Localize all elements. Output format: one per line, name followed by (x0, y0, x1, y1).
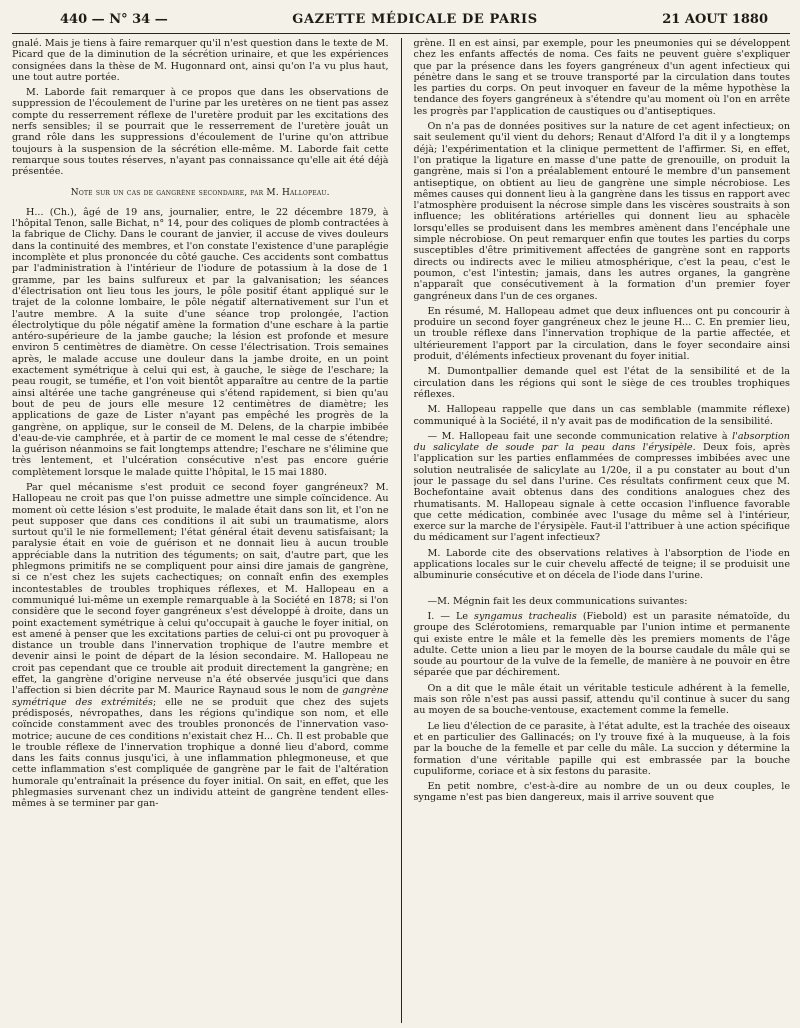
paragraph (414, 611, 791, 679)
paragraph: gnalé. Mais je tiens à faire remarquer qu'il n'est question dans le texte de M. Picard que de la diminution de la sécrétion urinaire, et que les expériences consignées dans la thèse de M. Hugonnard ont, ainsi qu'on l'a vu plus haut, une tout autre portée. (12, 38, 389, 83)
issue-date: 21 AOUT 1880 (662, 12, 768, 27)
paragraph: En résumé, M. Hallopeau admet que deux influences ont pu concourir à produire un second foyer gangréneux chez le jeune H... C. En premier lieu, un trouble réflexe dans l'innervation trophique de la partie affectée, et ultérieurement l'apport par la circulation, dans le foyer secondaire ainsi produit, d'éléments infectieux provenant du foyer initial. (413, 305, 790, 363)
paragraph: M. Laborde fait remarquer à ce propos que dans les observations de suppression de l'écoulement de l'urine par les uretères on ne tient pas assez compte du resserrement réflexe de l'uretère produit par les excitations des nerfs sensibles; il se pourrait que le resserrement de l'uretère jouât un grand rôle dans les suppressions d'écoulement de l'urine qu'on attribue toujours à la suspension de la sécrétion elle-même. M. Laborde fait cette remarque sous toutes réserves, n'ayant pas connaissance qu'elle ait été déjà présentée. (12, 87, 389, 178)
journal-title: GAZETTE MÉDICALE DE PARIS (292, 12, 538, 27)
page-number: 440 — N° 34 — (60, 12, 168, 27)
paragraph: M. Hallopeau rappelle que dans un cas semblable (mammite réflexe) communiqué à la Société, il n'y avait pas de modification de la sensibilité. (413, 404, 790, 427)
paragraph: H... (Ch.), âgé de 19 ans, journalier, entre, le 22 décembre 1879, à l'hôpital Tenon, salle Bichat, n° 14, pour des coliques de plomb contractées à la fabrique de Clichy. Dans le courant de janvier, il accuse de vives douleurs dans la continuité des membres, et l'on constate l'existence d'une paraplégie incomplète et plus prononcée du côté gauche. Ces accidents sont combattus par l'administration à l'intérieur de l'iodure de potassium à la dose de 1 gramme, par les bains sulfureux et par la galvanisation; les séances d'électrisation ont lieu tous les jours, le pôle positif étant appliqué sur le trajet de la colonne lombaire, le pôle négatif alternativement sur l'un et l'autre membre. A la suite d'une séance trop prolongée, l'action électrolytique du pôle négatif amène la formation d'une eschare à la partie antéro-supérieure de la jambe gauche; la lésion est profonde et mesure environ 5 centimètres de diamètre. On cesse l'électrisation. Trois semaines après, le malade accuse une douleur dans la jambe droite, en un point exactement symétrique à celui qui est, à gauche, le siège de l'eschare; la peau rougit, se tuméfie, et l'on voit bientôt apparaître au centre de la partie ainsi altérée une tache gangréneuse qui s'étend rapidement, si bien qu'au bout de peu de jours elle mesure 12 centimètres de diamètre; les applications de gaze de Lister n'ayant pas empêché les progrès de la gangrène, on applique, sur le conseil de M. Delens, de la charpie imbibée d'eau-de-vie camphrée, et à partir de ce moment le mal cesse de s'étendre; la guérison néanmoins se fait longtemps attendre; l'eschare ne s'élimine que très lentement, et l'ulcération consécutive n'est pas encore guérie complètement lorsque le malade quitte l'hôpital, le 15 mai 1880. (12, 206, 389, 478)
text-run: Par quel mécanisme s'est produit ce second foyer gangréneux? M. Hallopeau ne croit pas que l'on puisse admettre une simple coïncidence. Au moment où cette lésion s'est produite, le malade était dans son lit, et l'on ne peut supposer que dans ces conditions il ait subi un traumatisme, alors surtout qu'il le nie formellement; l'état général était devenu satisfaisant; la paralysie était en voie de guérison et ne donnait lieu à aucun trouble appréciable dans la nutrition des téguments; on sait, d'autre part, que les phlegmons primitifs ne se compliquent pour ainsi dire jamais de gangrène, si ce n'est chez les sujets cachectiques; on connaît enfin des exemples incontestables de troubles trophiques réflexes, et M. Hallopeau en a communiqué lui-même un exemple remarquable à la Société en 1878; si l'on considère que le second foyer gangréneux s'est développé à droite, dans un point exactement symétrique à celui qu'occupait à gauche le foyer initial, on est amené à penser que les excitations parties de celui-ci ont pu provoquer à distance un trouble dans l'innervation trophique de l'autre membre et devenir ainsi le point de départ de la lésion secondaire. M. Hallopeau ne croit pas cependant que ce trouble ait produit directement la gangrène; en effet, la gangrène d'origine nerveuse n'a été observée jusqu'ici que dans l'affection si bien décrite par M. Maurice Raynaud sous le nom de (12, 481, 389, 697)
text-run: . Deux fois, après l'application sur les parties enflammées de compresses imbibées avec une solution neutralisée de salicylate au 1/20e, il a pu constater au bout d'un jour le passage du sel dans l'urine. Ces résultats confirment ceux que M. Bochefontaine avait obtenus dans des conditions analogues chez des rhumatisants. M. Hallopeau signale à cette occasion l'influence favorable que cette médication, combinée avec l'usage du même sel à l'intérieur, exerce sur la marche de l'érysipèle. Faut-il l'attribuer à une action spécifique du médicament sur l'agent infectieux? (413, 442, 790, 544)
section-heading: Note sur un cas de gangrène secondaire, par M. Hallopeau. (70, 187, 330, 198)
italic-title: l'absorption du salicylate de soude par la peau dans l'érysipèle (413, 430, 790, 454)
paragraph (12, 482, 389, 810)
paragraph: grène. Il en est ainsi, par exemple, pour les pneumonies qui se développent chez les enfants affectés de noma. Ces faits ne peuvent guère s'expliquer que par la présence dans les foyers gangréneux d'un agent infectieux qui pénètre dans le sang et se trouve transporté par la circulation dans toutes les parties du corps. On peut invoquer en faveur de la même hypothèse la tendance des foyers gangréneux à s'étendre qu'au moment où l'on en arrête les progrès par l'application de caustiques ou d'antiseptiques. (413, 38, 790, 117)
text-run: (Fiebold) est un parasite nématoïde, du groupe des Sclérotomiens, remarquable par l'union intime et permanente qui existe entre le mâle et la femelle dès les premiers moments de l'âge adulte. Cette union a lieu par le moyen de la bourse caudale du mâle qui se soude au pourtour de la vulve de la femelle, de manière à ne pouvoir en être séparée que par déchirement. (413, 610, 790, 679)
text-run: I. — Le (427, 610, 469, 622)
column-divider (401, 38, 402, 1023)
text-run: — M. Hallopeau fait une seconde communication relative à (427, 430, 728, 442)
paragraph: Le lieu d'élection de ce parasite, à l'état adulte, est la trachée des oiseaux et en particulier des Gallinacés; on l'y trouve fixé à la muqueuse, à la fois par la bouche de la femelle et par celle du mâle. La succion y détermine la formation d'une véritable papille qui est embrassée par la bouche cupuliforme, coriace et à six festons du parasite. (413, 720, 790, 777)
italic-term: gangrène symétrique des extrémités (12, 685, 389, 708)
paragraph: On n'a pas de données positives sur la nature de cet agent infectieux; on sait seulement qu'il vient du dehors; Renaut d'Alford l'a dit il y a longtemps déjà; l'expérimentation et la clinique permettent de l'affirmer. Si, en effet, l'on pratique la ligature en masse d'une patte de grenouille, on produit la gangrène, mais si l'on a préalablement entouré le membre d'un pansement antiseptique, on obtient au lieu de gangrène une simple nécrobiose. Les mêmes causes qui donnent lieu à la gangrène dans les tissus en rapport avec l'atmosphère produisent la nécrose simple dans les viscères soustraits à son influence; les oblitérations artérielles qui donnent lieu au sphacèle lorsqu'elles se produisent dans les membres amènent dans l'encéphale une simple nécrobiose. On peut remarquer enfin que toutes les parties du corps susceptibles d'être primitivement affectées de gangrène sont en rapports directs ou indirects avec le milieu atmosphérique, c'est la peau, c'est le poumon, c'est l'intestin; jamais, dans les autres organes, la gangrène n'apparaît que consécutivement à la formation d'un premier foyer gangréneux dans l'un de ces organes. (413, 121, 790, 302)
paragraph: M. Dumontpallier demande quel est l'état de la sensibilité et de la circulation dans les régions qui sont le siège de ces troubles trophiques réflexes. (413, 366, 790, 400)
header-rule (12, 33, 790, 34)
paragraph (414, 431, 791, 544)
page-header (12, 12, 790, 33)
section-intro: —M. Mégnin fait les deux communications suivantes: (427, 595, 688, 607)
paragraph: On a dit que le mâle était un véritable testicule adhérent à la femelle, mais son rôle n'est pas aussi passif, attendu qu'il continue à sucer du sang au moyen de sa bouche-ventouse, exactement comme la femelle. (413, 682, 790, 717)
two-column-body (12, 38, 790, 1023)
right-column (414, 38, 791, 1023)
text-run: ; elle ne se produit que chez des sujets prédisposés, névropathes, dans les régions qu'indique son nom, et elle coïncide constamment avec des troubles prononcés de l'innervation vaso-motrice; aucune de ces conditions n'existait chez H... Ch. Il est probable que le trouble réflexe de l'innervation trophique a donné lieu d'abord, comme dans les faits connus jusqu'ici, à une inflammation phlegmoneuse, et que cette inflammation s'est compliquée de gangrène par le fait de l'altération humorale qu'entraînait la présence du foyer initial. On sait, en effet, que les phlegmasies survenant chez un individu atteint de gangrène tendent elles-mêmes à se terminer par gan- (12, 696, 389, 810)
italic-term: syngamus trachealis (474, 610, 577, 622)
paragraph: M. Laborde cite des observations relatives à l'absorption de l'iode en applications locales sur le cuir chevelu affecté de teigne; il se produisit une albuminurie consécutive et on décela de l'iode dans l'urine. (413, 547, 790, 582)
left-column (12, 38, 389, 1023)
paragraph: En petit nombre, c'est-à-dire au nombre de un ou deux couples, le syngame n'est pas bien dangereux, mais il arrive souvent que (413, 781, 790, 804)
